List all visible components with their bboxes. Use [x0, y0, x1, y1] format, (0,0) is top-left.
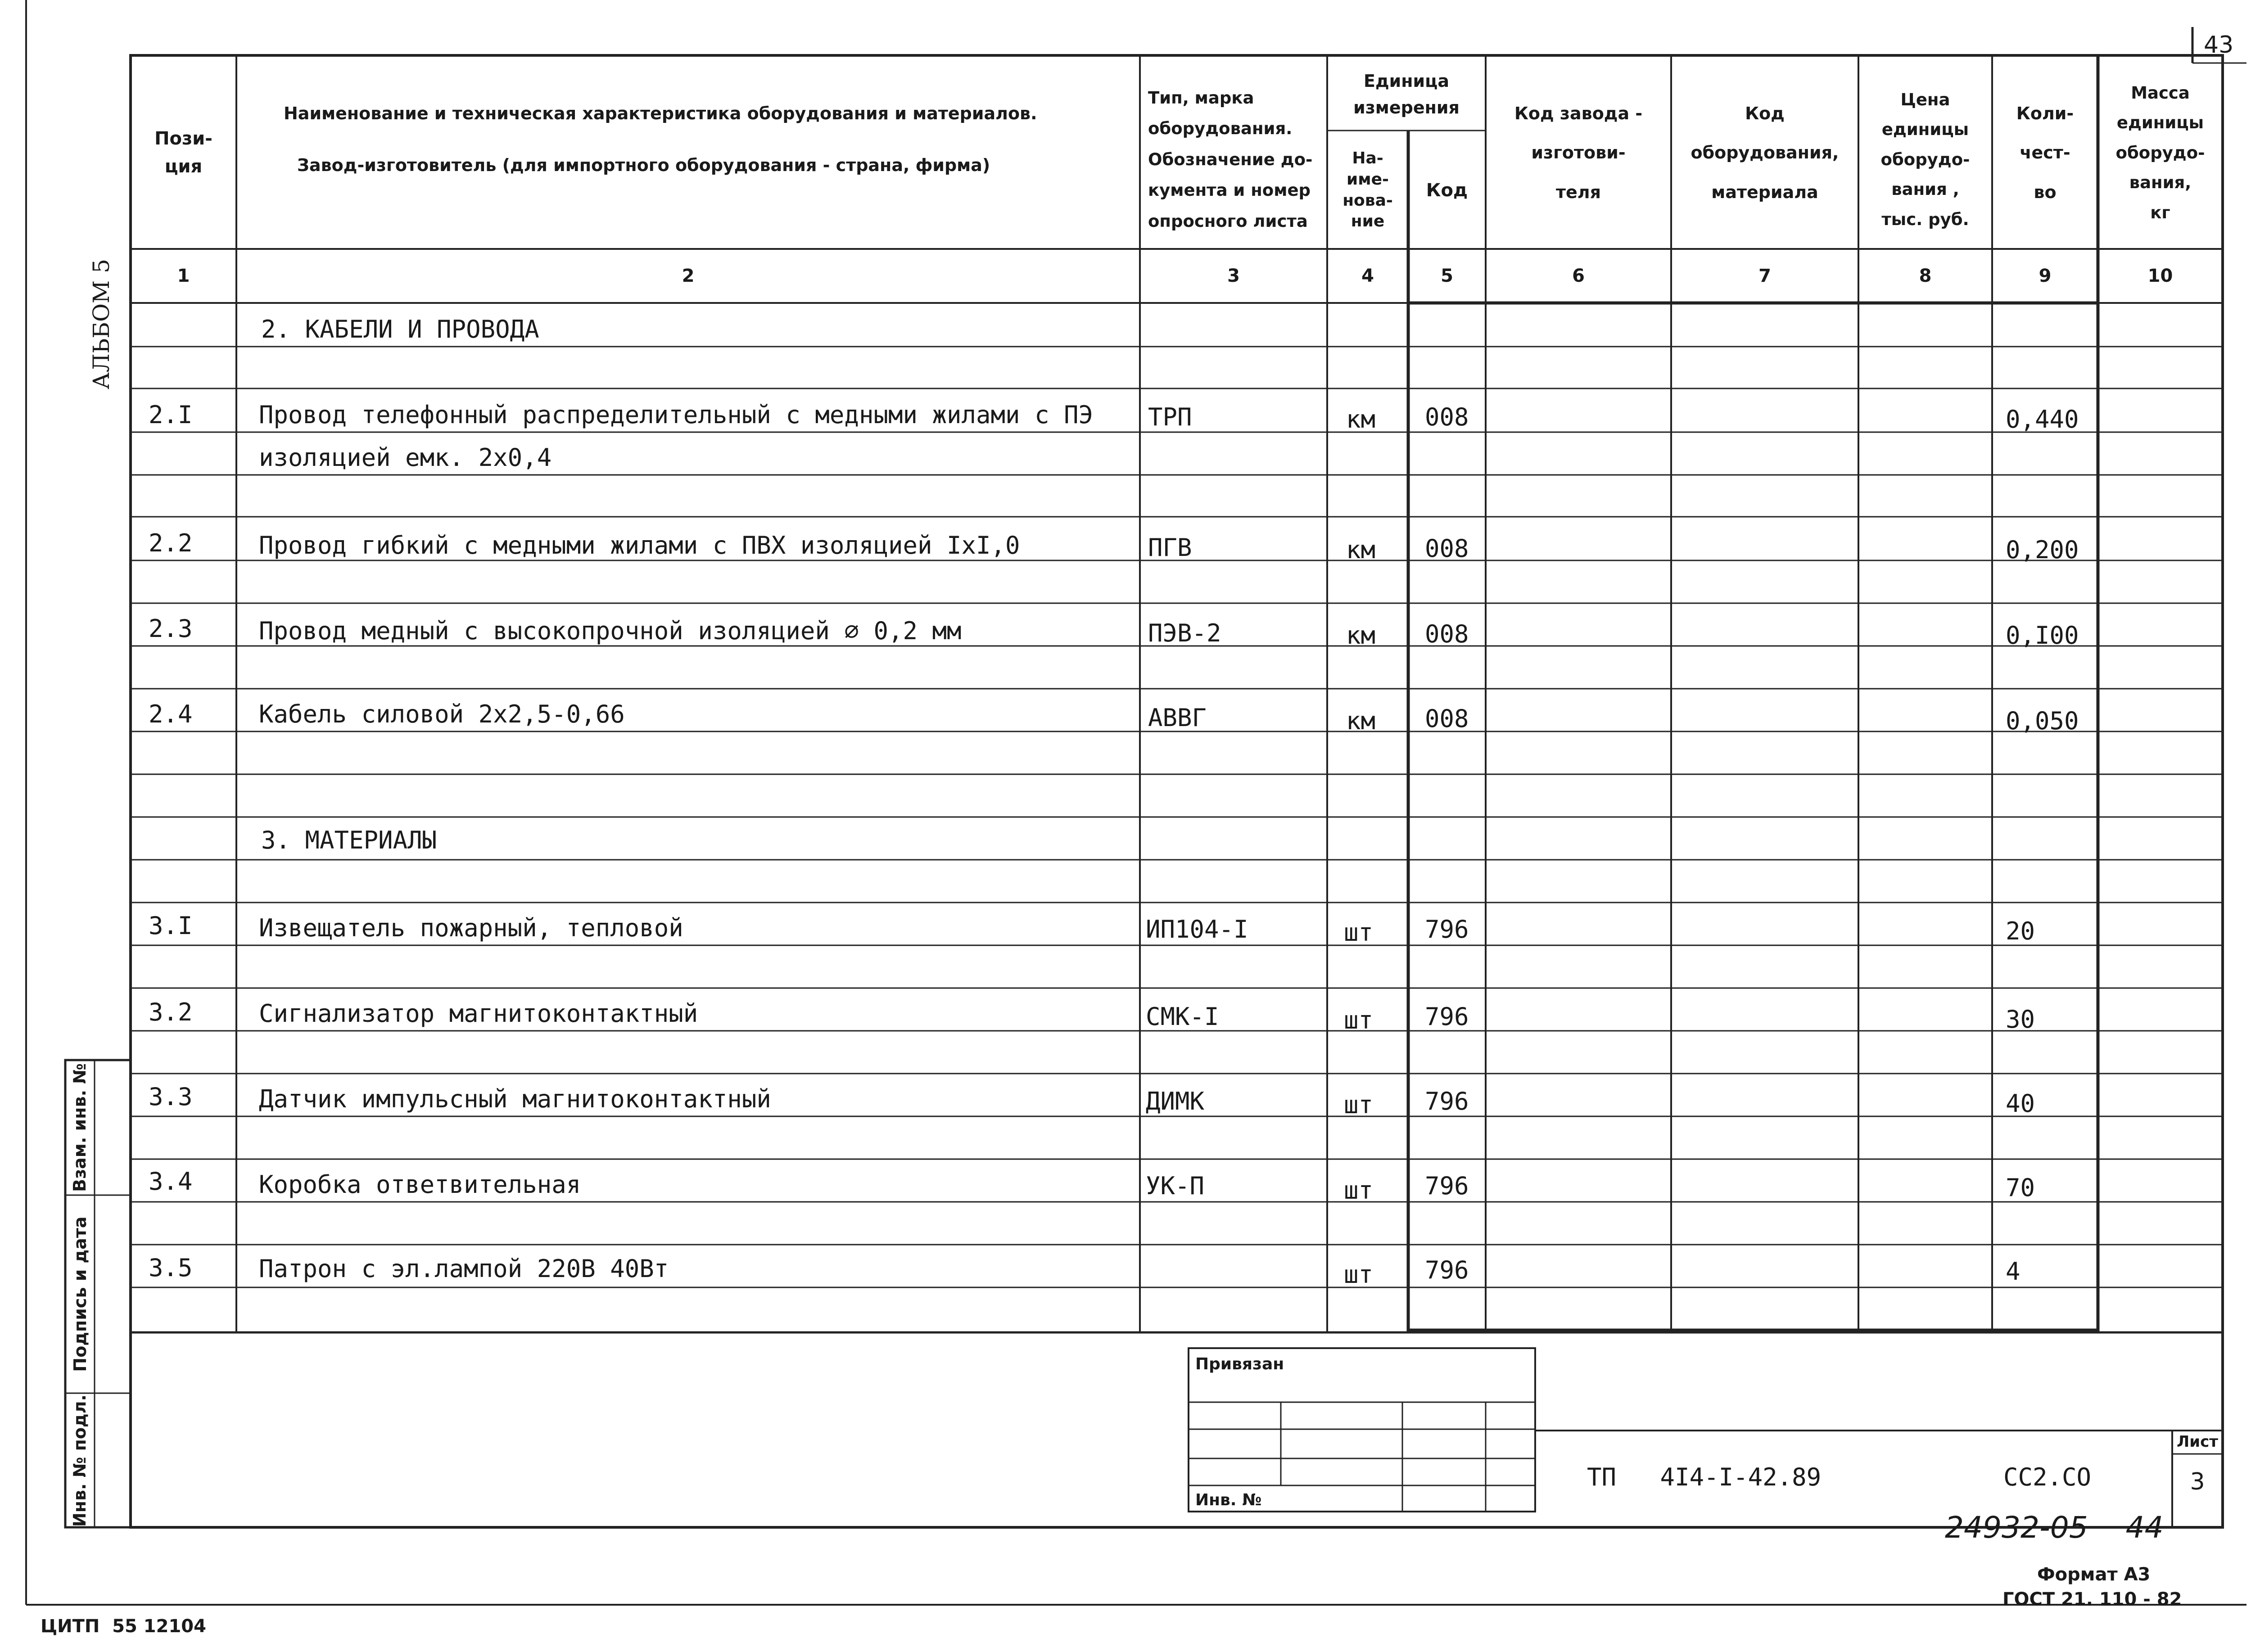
row-unit: шт	[1344, 1176, 1374, 1205]
row-name-continued: изоляцией емк. 2х0,4	[259, 443, 552, 472]
row-quantity: 70	[2006, 1174, 2035, 1202]
column-number-10: 10	[2147, 266, 2173, 286]
row-type: УК-П	[1146, 1172, 1205, 1200]
page-number: 43	[2204, 32, 2234, 59]
stamp-privyazan: Привязан	[1195, 1355, 1284, 1373]
column-number-6: 6	[1572, 266, 1585, 286]
row-unit: шт	[1344, 1091, 1374, 1119]
column-number-3: 3	[1227, 266, 1240, 286]
header-type: Тип, марка оборудования. Обозначение до- кумента и номер опросного листа	[1148, 88, 1313, 231]
row-name: Датчик импульсный магнитоконтактный	[259, 1085, 771, 1113]
column-number-5: 5	[1441, 266, 1453, 286]
header-quantity: Коли- чест- во	[2016, 103, 2074, 202]
row-unit-code: 796	[1425, 915, 1469, 943]
row-unit-code: 796	[1425, 1172, 1469, 1200]
header-unit-code: Код	[1426, 180, 1468, 201]
header-mass: Масса единицы оборудо- вания, кг	[2115, 83, 2205, 222]
column-number-1: 1	[177, 266, 190, 286]
row-unit-code: 008	[1425, 403, 1469, 431]
row-type: ПЭВ-2	[1148, 619, 1221, 647]
column-number-7: 7	[1758, 266, 1771, 286]
row-unit-code: 796	[1425, 1087, 1469, 1115]
row-unit-code: 796	[1425, 1002, 1469, 1031]
row-unit-code: 008	[1425, 704, 1469, 733]
row-name: Провод телефонный распределительный с медными жилами с ПЭ	[259, 401, 1094, 429]
row-unit: шт	[1344, 1006, 1374, 1034]
sheet-code: СС2.СО	[2003, 1463, 2092, 1491]
stamp-vzam-inv: Взам. инв. №	[70, 1063, 90, 1192]
row-quantity: 4	[2006, 1257, 2020, 1286]
row-unit: км	[1346, 621, 1376, 650]
row-position: 3.3	[149, 1083, 193, 1111]
column-number-4: 4	[1361, 266, 1374, 286]
gost-label: ГОСТ 21. 110 - 82	[2002, 1589, 2182, 1610]
list-number: 3	[2190, 1468, 2205, 1495]
row-position: 2.2	[149, 529, 193, 557]
row-quantity: 0,050	[2006, 707, 2079, 735]
row-name: Кабель силовой 2х2,5-0,66	[259, 700, 625, 728]
row-quantity: 40	[2006, 1089, 2035, 1118]
section-title: 3. МАТЕРИАЛЫ	[261, 826, 437, 854]
header-unit: Единица измерения	[1353, 71, 1460, 117]
row-position: 2.4	[149, 700, 193, 728]
row-name: Коробка ответвительная	[259, 1170, 581, 1199]
row-name: Сигнализатор магнитоконтактный	[259, 999, 698, 1028]
row-quantity: 30	[2006, 1005, 2035, 1034]
header-unit-name: На- име- нова- ние	[1342, 149, 1393, 231]
row-quantity: 20	[2006, 917, 2035, 945]
row-type: ТРП	[1148, 403, 1192, 431]
album-label: АЛЬБОМ 5	[88, 259, 114, 389]
row-type: АВВГ	[1148, 704, 1207, 732]
row-name: Провод гибкий с медными жилами с ПВХ изоляцией IхI,0	[259, 531, 1020, 560]
header-factory-code: Код завода - изготови- теля	[1514, 103, 1643, 202]
row-position: 3.2	[149, 998, 193, 1026]
stamp-inv-podl: Инв. № подл.	[70, 1394, 90, 1527]
row-type: ДИМК	[1146, 1087, 1205, 1115]
row-name: Провод медный с высокопрочной изоляцией ⌀ 0,2 мм	[259, 617, 962, 645]
stamp-inv-no: Инв. №	[1195, 1491, 1262, 1509]
list-label: Лист	[2177, 1433, 2218, 1451]
section-title: 2. КАБЕЛИ И ПРОВОДА	[261, 315, 539, 343]
column-number-8: 8	[1919, 266, 1932, 286]
row-unit: км	[1346, 405, 1376, 433]
row-type: СМК-I	[1146, 1002, 1219, 1031]
row-unit-code: 008	[1425, 534, 1469, 563]
header-price: Цена единицы оборудо- вания , тыс. руб.	[1880, 90, 1970, 229]
row-type: ИП104-I	[1146, 915, 1248, 943]
header-equipment-code: Код оборудования, материала	[1691, 103, 1839, 202]
row-quantity: 0,200	[2006, 536, 2079, 564]
stamp-podpis-data: Подпись и дата	[70, 1216, 90, 1372]
column-number-9: 9	[2039, 266, 2052, 286]
row-unit: км	[1346, 536, 1376, 564]
row-quantity: 0,I00	[2006, 621, 2079, 650]
row-type: ПГВ	[1148, 533, 1192, 562]
row-unit-code: 008	[1425, 620, 1469, 648]
row-unit: шт	[1344, 1260, 1374, 1289]
header-name-line2: Завод-изготовитель (для импортного оборудования - страна, фирма)	[297, 155, 990, 175]
row-position: 3.I	[149, 912, 193, 940]
handwritten-number: 24932-05 44	[1945, 1510, 2164, 1545]
row-quantity: 0,440	[2006, 405, 2079, 433]
row-unit: шт	[1344, 918, 1374, 947]
header-position: Пози- ция	[154, 128, 212, 177]
row-position: 3.4	[149, 1167, 193, 1196]
print-code: ЦИТП 55 12104	[41, 1616, 206, 1637]
document-code: ТП 4I4-I-42.89	[1587, 1463, 1822, 1491]
row-position: 3.5	[149, 1254, 193, 1282]
row-position: 2.3	[149, 614, 193, 643]
column-number-2: 2	[682, 266, 695, 286]
row-unit: км	[1346, 707, 1376, 735]
row-name: Извещатель пожарный, тепловой	[259, 914, 683, 942]
row-position: 2.I	[149, 401, 193, 429]
row-name: Патрон с эл.лампой 220В 40Вт	[259, 1255, 669, 1283]
header-name-line1: Наименование и техническая характеристика оборудования и материалов.	[284, 104, 1037, 123]
row-unit-code: 796	[1425, 1256, 1469, 1284]
format-label: Формат А3	[2037, 1564, 2151, 1585]
